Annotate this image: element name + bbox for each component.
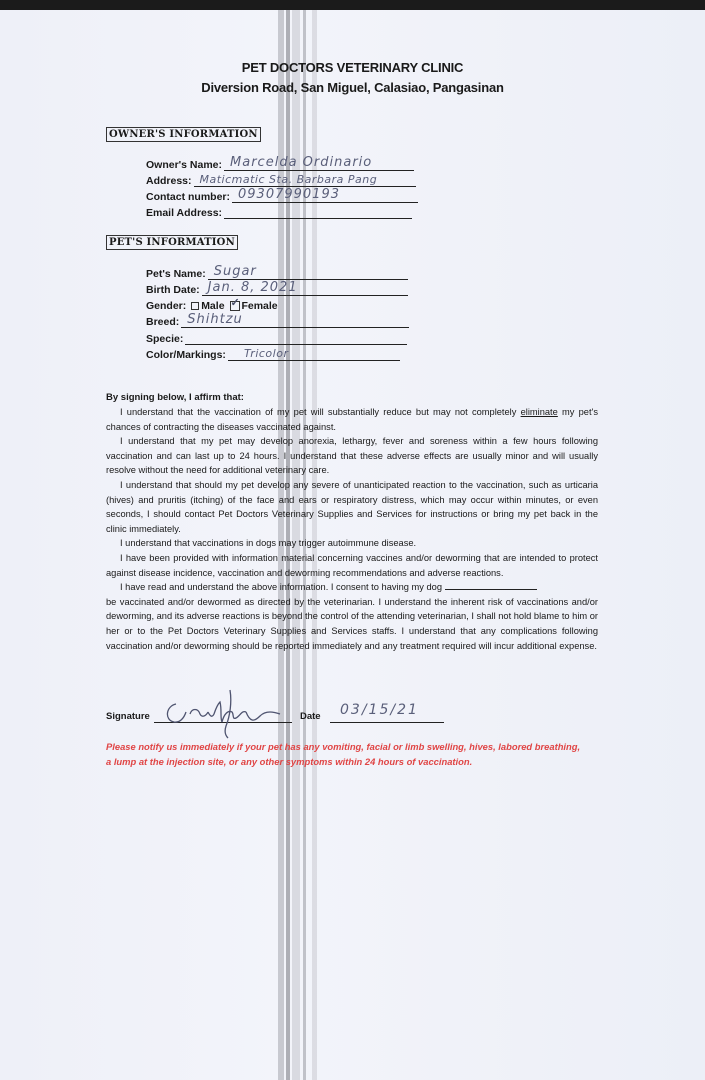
- breed-value: Shihtzu: [187, 312, 243, 327]
- consent-paragraph: [106, 580, 598, 595]
- female-checkbox-checked[interactable]: [230, 301, 240, 311]
- clinic-name: PET DOCTORS VETERINARY CLINIC: [241, 60, 464, 75]
- date-label: Date: [300, 711, 321, 722]
- pet-section-heading: PET'S INFORMATION: [106, 235, 238, 250]
- color-markings-field[interactable]: [146, 348, 400, 361]
- owner-name-label: Owner's Name:: [146, 159, 223, 171]
- affirmation-body: [106, 405, 598, 653]
- email-label: Email Address:: [146, 207, 223, 219]
- birth-date-field[interactable]: [146, 280, 408, 296]
- affirmation-paragraph: I understand that should my pet develop any severe of unanticipated reaction to the vaccination, such as urticaria (hives) and pruritis (itching) of the face and ears or respiratory distress, which may occur within minutes, or even seconds, I should contact Pet Doctors Veterinary Supplies and Services for instructions or bring my pet back in the clinic immediately.: [106, 479, 598, 534]
- signature-label: Signature: [106, 711, 150, 722]
- date-value: 03/15/21: [340, 702, 419, 718]
- address-value: Maticmatic Sta. Barbara Pang: [199, 173, 378, 186]
- gender-label: Gender:: [146, 300, 187, 312]
- affirmation-paragraph: I have been provided with information material concerning vaccines and/or deworming that are intended to protect against disease incidence, vaccination and deworming recommendations and adverse reactions.: [106, 552, 598, 578]
- handwritten-signature: [156, 682, 286, 742]
- birth-date-value: Jan. 8, 2021: [207, 280, 298, 295]
- contact-field[interactable]: [146, 187, 418, 203]
- dog-name-blank[interactable]: [445, 580, 537, 590]
- clinic-address: Diversion Road, San Miguel, Calasiao, Pangasinan: [201, 80, 504, 95]
- underlined-word: eliminate: [520, 407, 558, 417]
- breed-label: Breed:: [146, 316, 180, 328]
- male-checkbox[interactable]: [191, 302, 199, 310]
- email-field[interactable]: [146, 206, 412, 219]
- female-option-label: Female: [241, 300, 278, 312]
- specie-field[interactable]: [146, 332, 407, 345]
- pet-name-label: Pet's Name:: [146, 268, 206, 280]
- pet-name-field[interactable]: [146, 264, 408, 280]
- gender-field: [146, 300, 278, 312]
- birth-date-label: Birth Date:: [146, 284, 200, 296]
- affirmation-title: By signing below, I affirm that:: [106, 392, 244, 403]
- post-vaccination-notice: Please notify us immediately if your pet has any vomiting, facial or limb swelling, hives, labored breathing, a lump at the injection site, or any other symptoms within 24 hours of vaccination.: [106, 741, 581, 767]
- breed-field[interactable]: [146, 312, 409, 328]
- contact-value: 09307990193: [238, 187, 340, 202]
- male-option-label: Male: [201, 300, 225, 312]
- address-label: Address:: [146, 175, 192, 187]
- owner-name-value: Marcelda Ordinario: [230, 155, 373, 170]
- address-field[interactable]: [146, 174, 416, 187]
- scanner-top-edge: [0, 0, 705, 10]
- contact-label: Contact number:: [146, 191, 230, 203]
- specie-label: Specie:: [146, 333, 184, 345]
- owner-name-field[interactable]: [146, 155, 414, 171]
- color-markings-label: Color/Markings:: [146, 349, 226, 361]
- affirmation-paragraph: [106, 405, 598, 434]
- paragraph-text: I understand that the vaccination of my pet will substantially reduce but may not completely: [120, 407, 521, 417]
- affirmation-paragraph: I understand that my pet may develop anorexia, lethargy, fever and soreness within a few hours following vaccination and can last up to 24 hours. I understand that these adverse effects are usually minor and will usually resolve without the need for additional veterinary care.: [106, 436, 598, 476]
- paragraph-text: my pet's chances of contracting the diseases vaccinated against.: [106, 407, 598, 432]
- affirmation-paragraph: I understand that vaccinations in dogs may trigger autoimmune disease.: [120, 538, 417, 549]
- pet-name-value: Sugar: [213, 264, 257, 279]
- color-markings-value: Tricolor: [243, 347, 289, 360]
- consent-paragraph-continued: be vaccinated and/or dewormed as directed by the veterinarian. I understand the inherent risk of vaccinations and/or deworming, and its adverse reactions is beyond the control of the attending veterinarian, I shall not hold blame to him or her or to the Pet Doctors Veterinary Supplies and Services staffs. I understand that any complications following vaccination and/or deworming should be reported immediately and any treatment required will incur additional expense.: [106, 596, 598, 651]
- paragraph-text: I have read and understand the above information. I consent to having my dog: [120, 582, 442, 593]
- owner-section-heading: OWNER'S INFORMATION: [106, 127, 261, 142]
